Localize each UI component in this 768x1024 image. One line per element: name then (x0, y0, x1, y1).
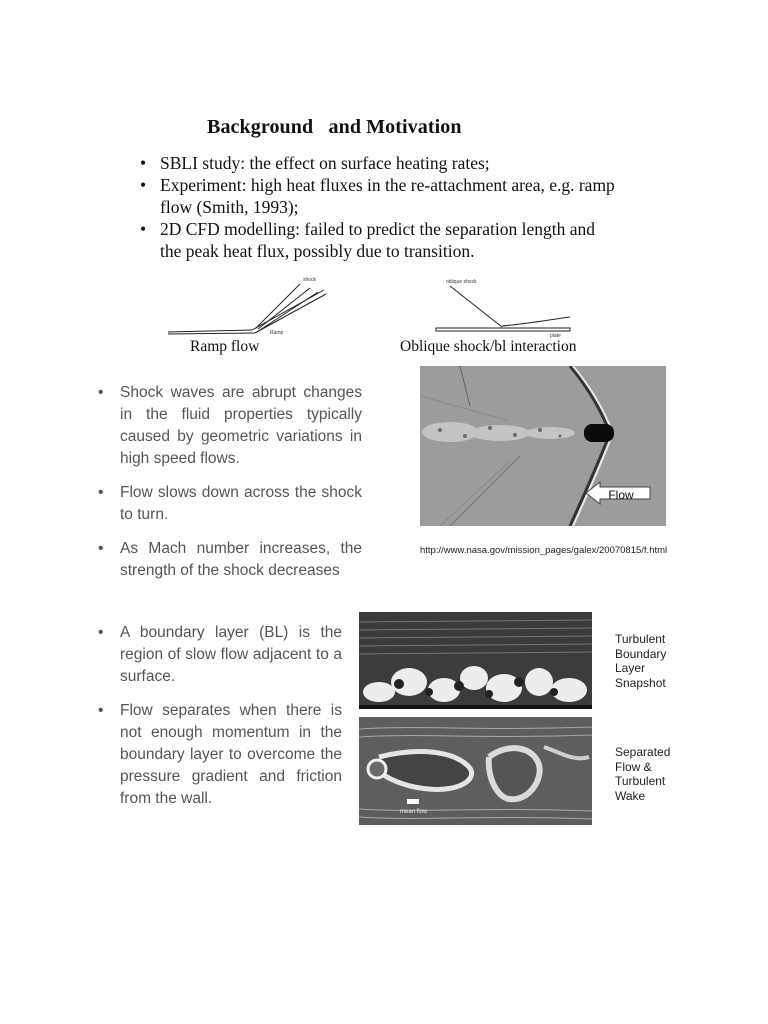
mean-flow-arrow-icon (407, 799, 419, 804)
ramp-label: Ramp (270, 330, 284, 336)
caption-line: Separated (615, 745, 671, 759)
ramp-shock-line (256, 284, 300, 328)
boundary-layer-bullet-list (98, 622, 342, 822)
ramp-flow-diagram (160, 272, 340, 340)
flat-plate (436, 328, 570, 331)
bl-bullet-item: • Flow separates when there is not enough momentum in the boundary layer to overcome the pressure gradient and friction from the wall. (98, 700, 342, 810)
separated-flow-photo (359, 717, 592, 825)
top-bullet-item: • Experiment: high heat fluxes in the re-attachment area, e.g. ramp flow (Smith, 1993); (140, 174, 620, 218)
turbulent-bl-graphic (359, 612, 592, 709)
oblique-shock-caption: Oblique shock/bl interaction (400, 338, 577, 355)
caption-line: Flow & (615, 759, 652, 774)
separated-flow-graphic (359, 717, 592, 825)
ramp-shock-label: shock (303, 277, 317, 283)
shock-bullet-list (98, 382, 362, 594)
caption-line: Wake (615, 788, 646, 803)
turbulent-bl-caption (615, 632, 666, 690)
cylinder-shape (368, 760, 386, 778)
caption-line: Turbulent (615, 632, 666, 646)
flow-label: Flow (608, 488, 634, 502)
ramp-flow-caption: Ramp flow (190, 338, 260, 355)
page-title: Background and Motivation (207, 116, 462, 138)
oblique-shock-line (450, 286, 502, 327)
top-bullet-item: • SBLI study: the effect on surface heating rates; (140, 152, 620, 174)
caption-line: Snapshot (615, 675, 666, 690)
ramp-flat-wall (168, 330, 252, 332)
shock-bullet-item: • As Mach number increases, the strength of the shock decreases (98, 538, 362, 582)
bl-bullet-item: • A boundary layer (BL) is the region of slow flow adjacent to a surface. (98, 622, 342, 688)
image-source-url: http://www.nasa.gov/mission_pages/galex/20070815/f.html (420, 545, 668, 556)
caption-line: Boundary (615, 646, 667, 661)
shock-bullet-item: • Flow slows down across the shock to turn. (98, 482, 362, 526)
top-bullet-list (140, 152, 620, 262)
caption-line: Layer (615, 661, 646, 675)
turbulent-boundary-layer-photo (359, 612, 592, 709)
oblique-shock-label: oblique shock (446, 279, 477, 285)
separated-flow-caption (615, 745, 670, 803)
boundary-layer-edge (502, 317, 570, 326)
caption-line: Turbulent (615, 774, 666, 788)
projectile-shape (584, 424, 614, 442)
top-bullet-item: • 2D CFD modelling: failed to predict the separation length and the peak heat flux, possibly due to transition. (140, 218, 620, 262)
plate-label: plate (550, 333, 561, 339)
mean-flow-label: mean flow (400, 809, 428, 815)
oblique-shock-diagram (430, 272, 580, 340)
shock-bullet-item: • Shock waves are abrupt changes in the fluid properties typically caused by geometric variations in high speed flows. (98, 382, 362, 470)
